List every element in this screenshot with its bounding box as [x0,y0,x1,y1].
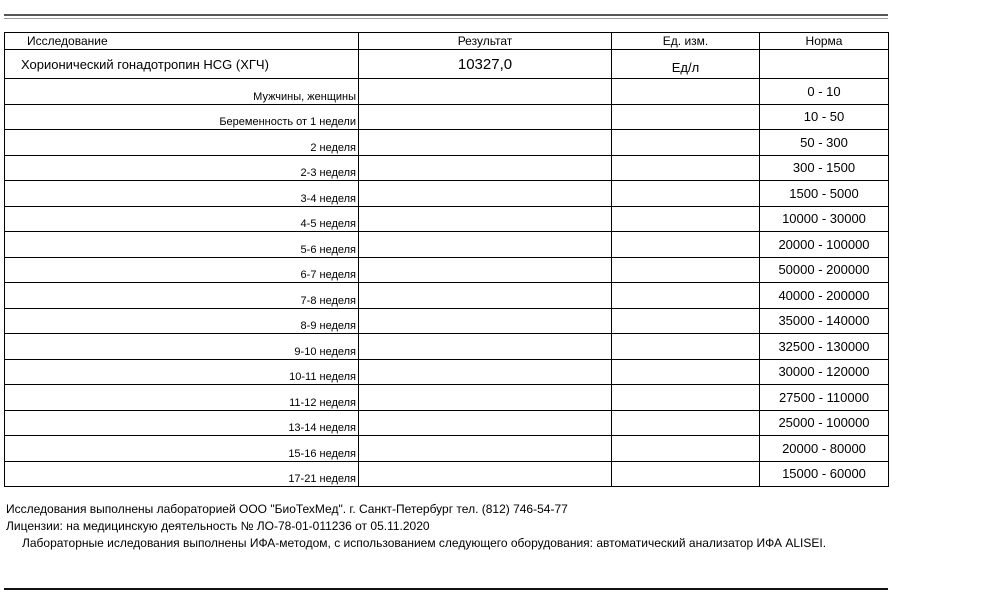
reference-unit-cell [612,436,760,462]
results-table-body [5,33,889,487]
reference-period: 9-10 неделя [5,334,359,360]
reference-result-cell [359,155,612,181]
reference-unit-cell [612,155,760,181]
header-study: Исследование [5,33,359,50]
test-result-value: 10327,0 [359,50,612,79]
reference-norm: 50000 - 200000 [760,257,889,283]
header-unit: Ед. изм. [612,33,760,50]
reference-row [5,461,889,487]
reference-unit-cell [612,410,760,436]
reference-unit-cell [612,334,760,360]
lab-info: Исследования выполнены лабораторией ООО "БиоТехМед". г. Санкт-Петербург тел. (812) 746-54-77 [6,502,568,516]
test-unit: Ед/л [612,50,760,79]
results-table [4,32,889,487]
test-norm [760,50,889,79]
reference-norm: 40000 - 200000 [760,283,889,309]
reference-norm: 15000 - 60000 [760,461,889,487]
reference-row [5,436,889,462]
reference-period: 7-8 неделя [5,283,359,309]
header-norm: Норма [760,33,889,50]
reference-unit-cell [612,385,760,411]
header-result: Результат [359,33,612,50]
reference-period: 2 неделя [5,130,359,156]
license-info: Лицензии: на медицинскую деятельность № ЛО-78-01-011236 от 05.11.2020 [6,519,430,533]
method-info: Лабораторные иследования выполнены ИФА-методом, с использованием следующего оборудования: автоматический анализатор ИФА ALISEI. [22,536,827,550]
reference-result-cell [359,334,612,360]
reference-result-cell [359,206,612,232]
reference-period: 11-12 неделя [5,385,359,411]
reference-norm: 35000 - 140000 [760,308,889,334]
reference-period: 15-16 неделя [5,436,359,462]
reference-norm: 10 - 50 [760,104,889,130]
reference-result-cell [359,130,612,156]
reference-norm: 25000 - 100000 [760,410,889,436]
reference-result-cell [359,436,612,462]
top-divider-thin [4,18,888,19]
reference-norm: 10000 - 30000 [760,206,889,232]
reference-unit-cell [612,257,760,283]
reference-result-cell [359,181,612,207]
reference-unit-cell [612,308,760,334]
reference-row [5,257,889,283]
reference-result-cell [359,308,612,334]
reference-row [5,181,889,207]
reference-norm: 30000 - 120000 [760,359,889,385]
reference-unit-cell [612,283,760,309]
reference-result-cell [359,410,612,436]
reference-result-cell [359,461,612,487]
reference-row [5,334,889,360]
reference-period: 4-5 неделя [5,206,359,232]
top-divider [4,14,888,16]
reference-row [5,79,889,105]
reference-period: Беременность от 1 недели [5,104,359,130]
reference-norm: 20000 - 80000 [760,436,889,462]
reference-result-cell [359,104,612,130]
reference-unit-cell [612,232,760,258]
reference-period: 10-11 неделя [5,359,359,385]
reference-result-cell [359,359,612,385]
reference-unit-cell [612,181,760,207]
reference-period: Мужчины, женщины [5,79,359,105]
reference-period: 17-21 неделя [5,461,359,487]
reference-norm: 50 - 300 [760,130,889,156]
reference-result-cell [359,385,612,411]
reference-row [5,385,889,411]
reference-period: 13-14 неделя [5,410,359,436]
reference-result-cell [359,283,612,309]
reference-row [5,283,889,309]
reference-row [5,410,889,436]
reference-norm: 0 - 10 [760,79,889,105]
reference-unit-cell [612,359,760,385]
reference-row [5,155,889,181]
reference-result-cell [359,257,612,283]
reference-period: 2-3 неделя [5,155,359,181]
reference-unit-cell [612,104,760,130]
reference-row [5,206,889,232]
reference-row [5,232,889,258]
reference-norm: 27500 - 110000 [760,385,889,411]
table-header-row [5,33,889,50]
reference-unit-cell [612,461,760,487]
reference-norm: 20000 - 100000 [760,232,889,258]
bottom-divider [4,588,888,590]
reference-result-cell [359,79,612,105]
reference-unit-cell [612,206,760,232]
reference-unit-cell [612,130,760,156]
reference-period: 8-9 неделя [5,308,359,334]
reference-row [5,359,889,385]
reference-norm: 32500 - 130000 [760,334,889,360]
reference-row [5,308,889,334]
reference-result-cell [359,232,612,258]
reference-row [5,104,889,130]
test-name: Хорионический гонадотропин HCG (ХГЧ) [5,50,359,79]
main-result-row [5,50,889,79]
reference-unit-cell [612,79,760,105]
reference-norm: 300 - 1500 [760,155,889,181]
reference-period: 5-6 неделя [5,232,359,258]
reference-period: 3-4 неделя [5,181,359,207]
reference-period: 6-7 неделя [5,257,359,283]
reference-row [5,130,889,156]
report-footer [6,501,866,552]
reference-norm: 1500 - 5000 [760,181,889,207]
